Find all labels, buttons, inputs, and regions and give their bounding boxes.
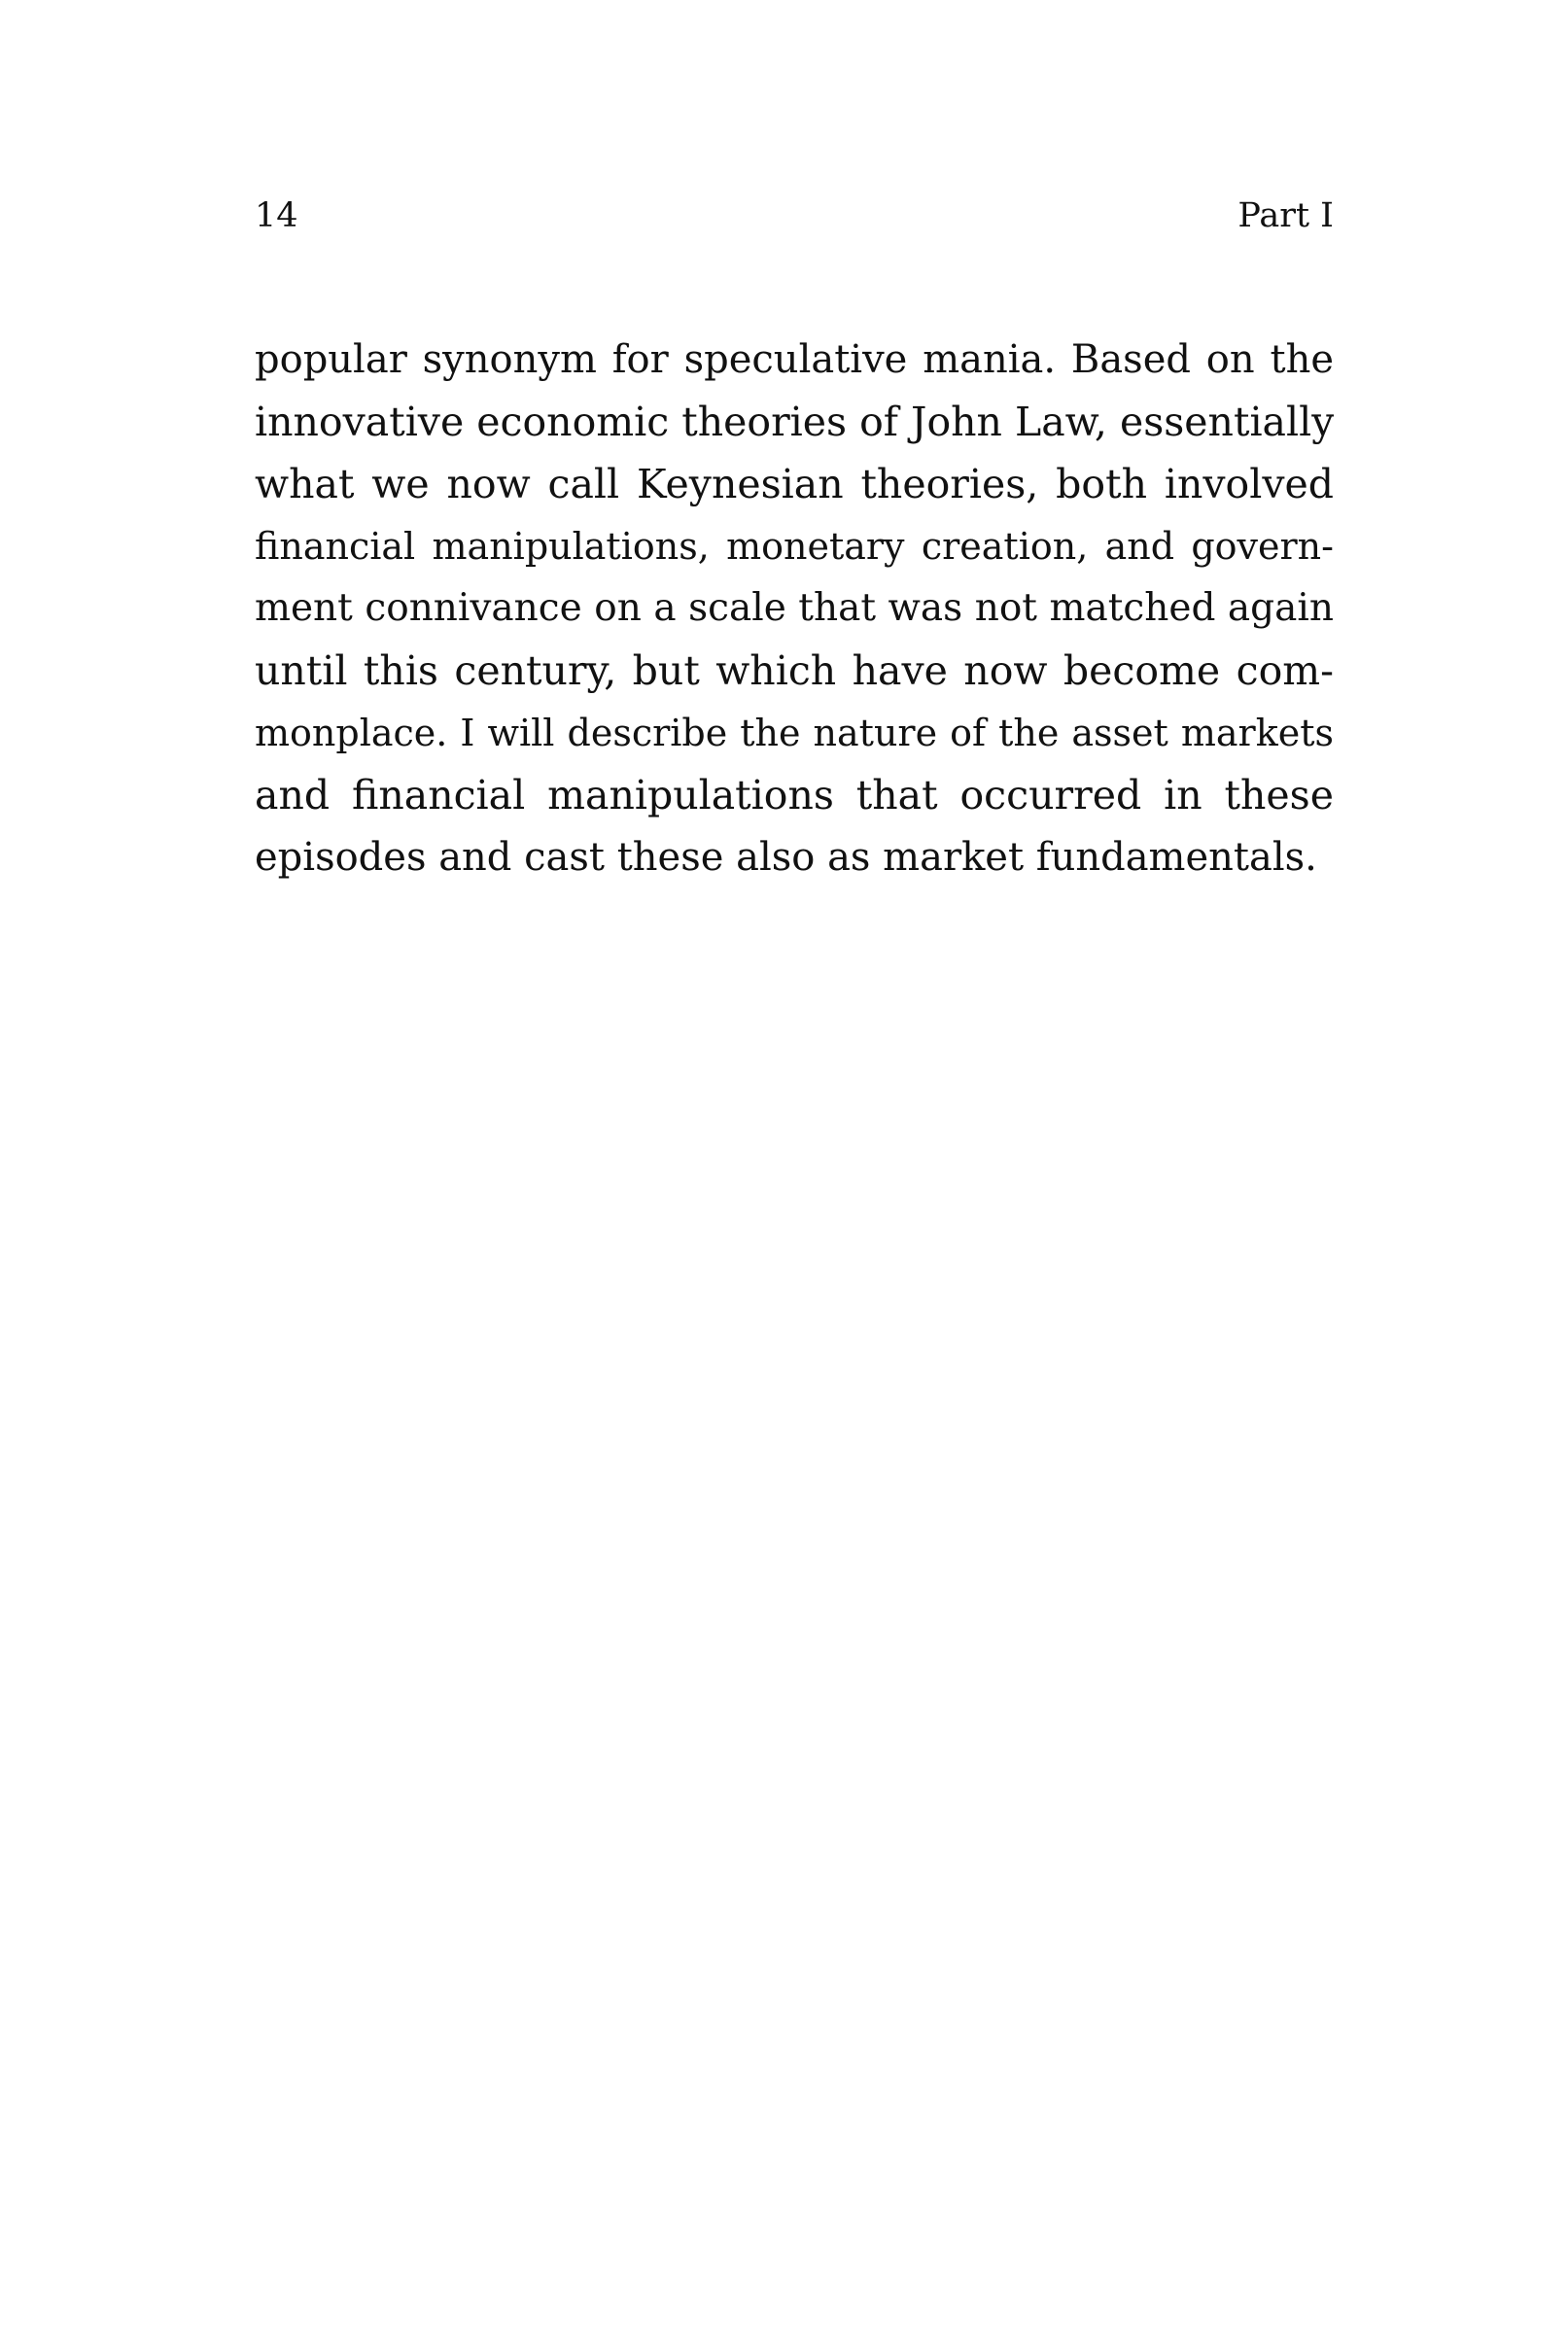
text-line: and financial manipulations that occurred in these bbox=[255, 772, 1334, 818]
running-head bbox=[255, 187, 1334, 245]
text-line: what we now call Keynesian theories, both involved bbox=[255, 461, 1334, 507]
text-line: episodes and cast these also as market fundamentals. bbox=[255, 835, 1317, 880]
running-head-section: Part I bbox=[1237, 196, 1334, 235]
page-number: 14 bbox=[255, 196, 298, 235]
text-line: innovative economic theories of John Law, essentially bbox=[255, 399, 1334, 445]
text-line: popular synonym for speculative mania. Based on the bbox=[255, 337, 1334, 382]
body-paragraph bbox=[255, 329, 1334, 888]
text-line: financial manipulations, monetary creation, and govern- bbox=[255, 525, 1334, 568]
text-line: ment connivance on a scale that was not matched again bbox=[255, 586, 1334, 630]
text-line: until this century, but which have now become com- bbox=[255, 647, 1334, 694]
text-line: monplace. I will describe the nature of the asset markets bbox=[255, 712, 1334, 754]
